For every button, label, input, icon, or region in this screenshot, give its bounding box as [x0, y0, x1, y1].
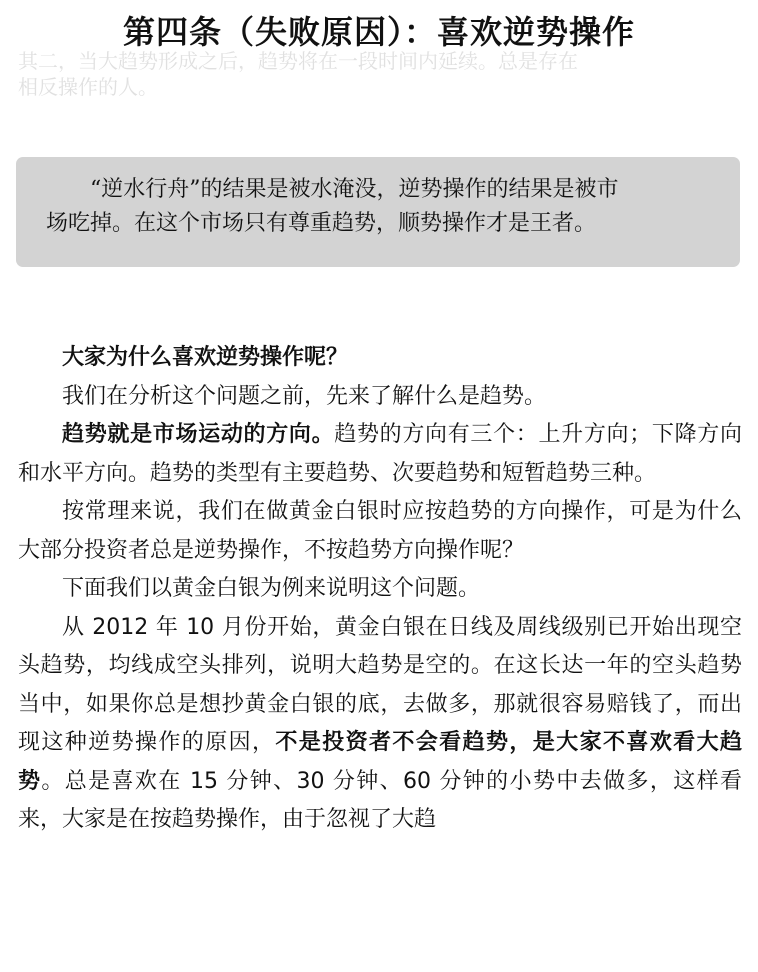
paragraph: 下面我们以黄金白银为例来说明这个问题。 [62, 576, 481, 601]
paragraph-text: 趋势的方向有三个：上升方向；下降方向和水平方向。趋势的类型有主要趋势、次要趋势和短暂趋势三种。 [18, 422, 742, 486]
section-heading: 大家为什么喜欢逆势操作呢？ [62, 345, 349, 370]
paragraph [18, 609, 742, 840]
paragraph [18, 416, 742, 493]
paragraph-text: 。总是喜欢在 15 分钟、30 分钟、60 分钟的小势中去做多，这样看来，大家是在按趋势操作，由于忽视了大趋 [18, 768, 742, 832]
article-body [18, 339, 742, 840]
quote-box [16, 157, 740, 267]
paragraph: 我们在分析这个问题之前，先来了解什么是趋势。 [62, 383, 547, 409]
bold-text: 不是投资者不会看趋势，是大家不喜欢看大趋势 [18, 730, 742, 794]
paragraph-text: 从 2012 年 10 月份开始，黄金白银在日线及周线级别已开始出现空头趋势，均线成空头排列，说明大趋势是空的。在这长达一年的空头趋势当中，如果你总是想抄黄金白银的底，去做多，那就很容易赔钱了，而出现这种逆势操作的原因， [18, 614, 742, 755]
bold-text: 趋势就是市场运动的方向。 [62, 422, 335, 447]
paragraph: 按常理来说，我们在做黄金白银时应按趋势的方向操作，可是为什么大部分投资者总是逆势操作，不按趋势方向操作呢？ [18, 499, 742, 563]
quote-line-1: “逆水行舟”的结果是被水淹没，逆势操作的结果是被市 [90, 177, 619, 202]
bleed-through-line: 相反操作的人。 [18, 75, 158, 99]
page-title: 第四条（失败原因）：喜欢逆势操作 [122, 13, 635, 51]
quote-line-2: 场吃掉。在这个市场只有尊重趋势，顺势操作才是王者。 [46, 211, 597, 236]
bleed-through-text [18, 48, 738, 100]
bleed-through-line: 其二，当大趋势形成之后，趋势将在一段时间内延续。总是存在 [18, 49, 578, 73]
